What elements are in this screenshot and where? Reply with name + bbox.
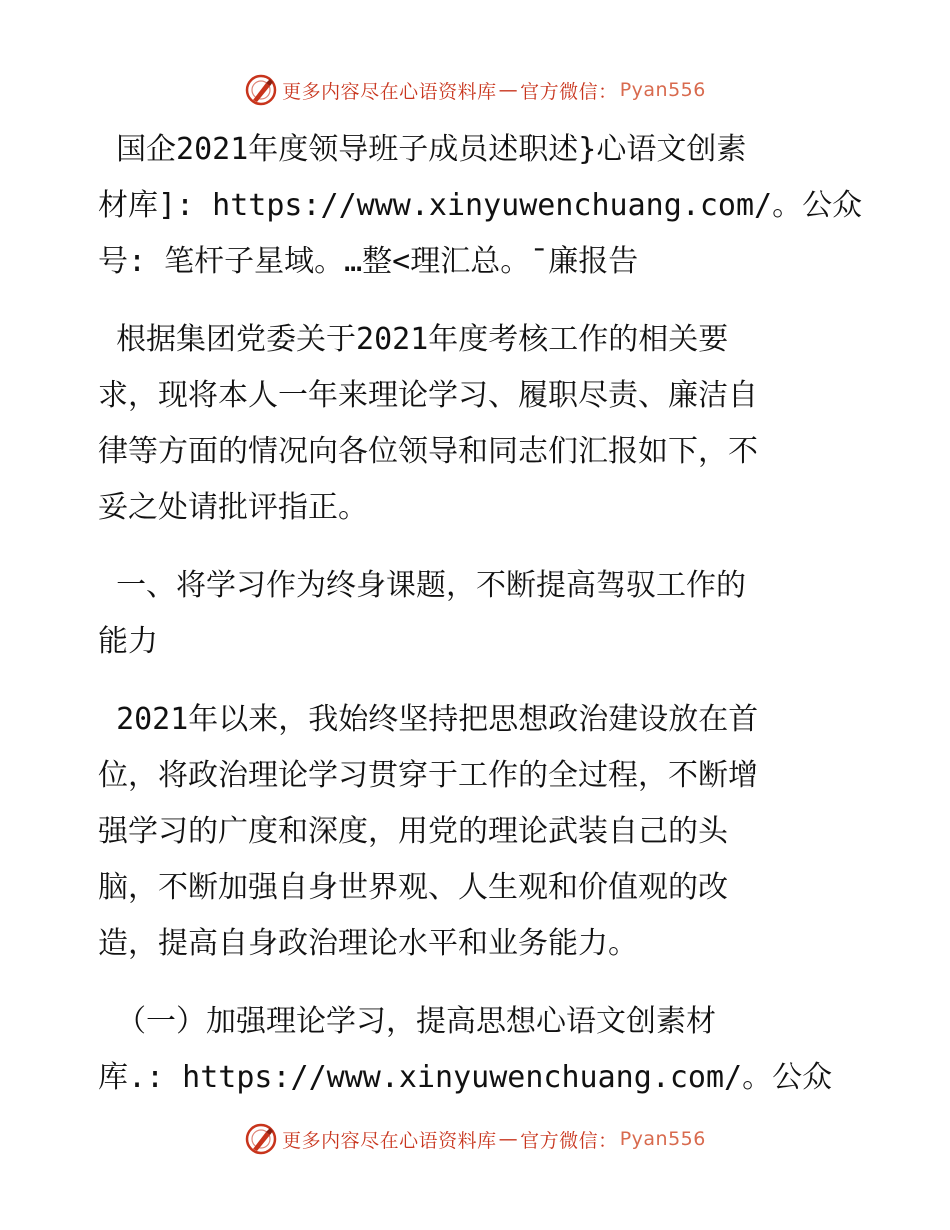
text-line: 脑，不断加强自身世界观、人生观和价值观的改 xyxy=(98,870,728,905)
footer-watermark xyxy=(0,1122,950,1156)
text-line: 求，现将本人一年来理论学习、履职尽责、廉洁自 xyxy=(98,378,758,413)
watermark-dash: — xyxy=(498,1128,519,1150)
paragraph xyxy=(98,312,868,536)
text-line: 国企2021年度领导班子成员述职述}心语文创素 xyxy=(98,132,747,167)
text-line: 一、将学习作为终身课题，不断提高驾驭工作的 xyxy=(98,568,747,603)
paragraph xyxy=(98,122,868,290)
paragraph xyxy=(98,994,868,1106)
text-line: 2021年以来，我始终坚持把思想政治建设放在首 xyxy=(98,702,759,737)
watermark-dash: — xyxy=(498,79,519,101)
pen-nib-circle-icon xyxy=(244,1122,278,1156)
text-line: （一）加强理论学习，提高思想心语文创素材 xyxy=(98,1004,717,1039)
text-line: 能力 xyxy=(98,624,158,659)
paragraph xyxy=(98,692,868,972)
text-line: 号: 笔杆子星域。…整<理汇总。¯廉报告 xyxy=(98,244,639,279)
watermark-wechat-id: Pyan556 xyxy=(619,1128,706,1150)
watermark-wechat-id: Pyan556 xyxy=(619,79,706,101)
paragraph xyxy=(98,558,868,670)
watermark-wechat-label: 官方微信： xyxy=(520,80,618,103)
text-line: 造，提高自身政治理论水平和业务能力。 xyxy=(98,926,638,961)
text-line: 强学习的广度和深度，用党的理论武装自己的头 xyxy=(98,814,728,849)
watermark-text: 更多内容尽在心语资料库 xyxy=(282,1129,497,1152)
watermark-text: 更多内容尽在心语资料库 xyxy=(282,80,497,103)
pen-nib-circle-icon xyxy=(244,73,278,107)
text-line: 库.: https://www.xinyuwenchuang.com/。公众 xyxy=(98,1060,833,1095)
header-watermark xyxy=(0,73,950,107)
text-line: 律等方面的情况向各位领导和同志们汇报如下，不 xyxy=(98,434,758,469)
text-line: 位，将政治理论学习贯穿于工作的全过程，不断增 xyxy=(98,758,758,793)
text-line: 材库]: https://www.xinyuwenchuang.com/。公众 xyxy=(98,188,863,223)
watermark-wechat-label: 官方微信： xyxy=(520,1129,618,1152)
document-body xyxy=(98,122,868,1128)
text-line: 根据集团党委关于2021年度考核工作的相关要 xyxy=(98,322,729,357)
text-line: 妥之处请批评指正。 xyxy=(98,490,368,525)
